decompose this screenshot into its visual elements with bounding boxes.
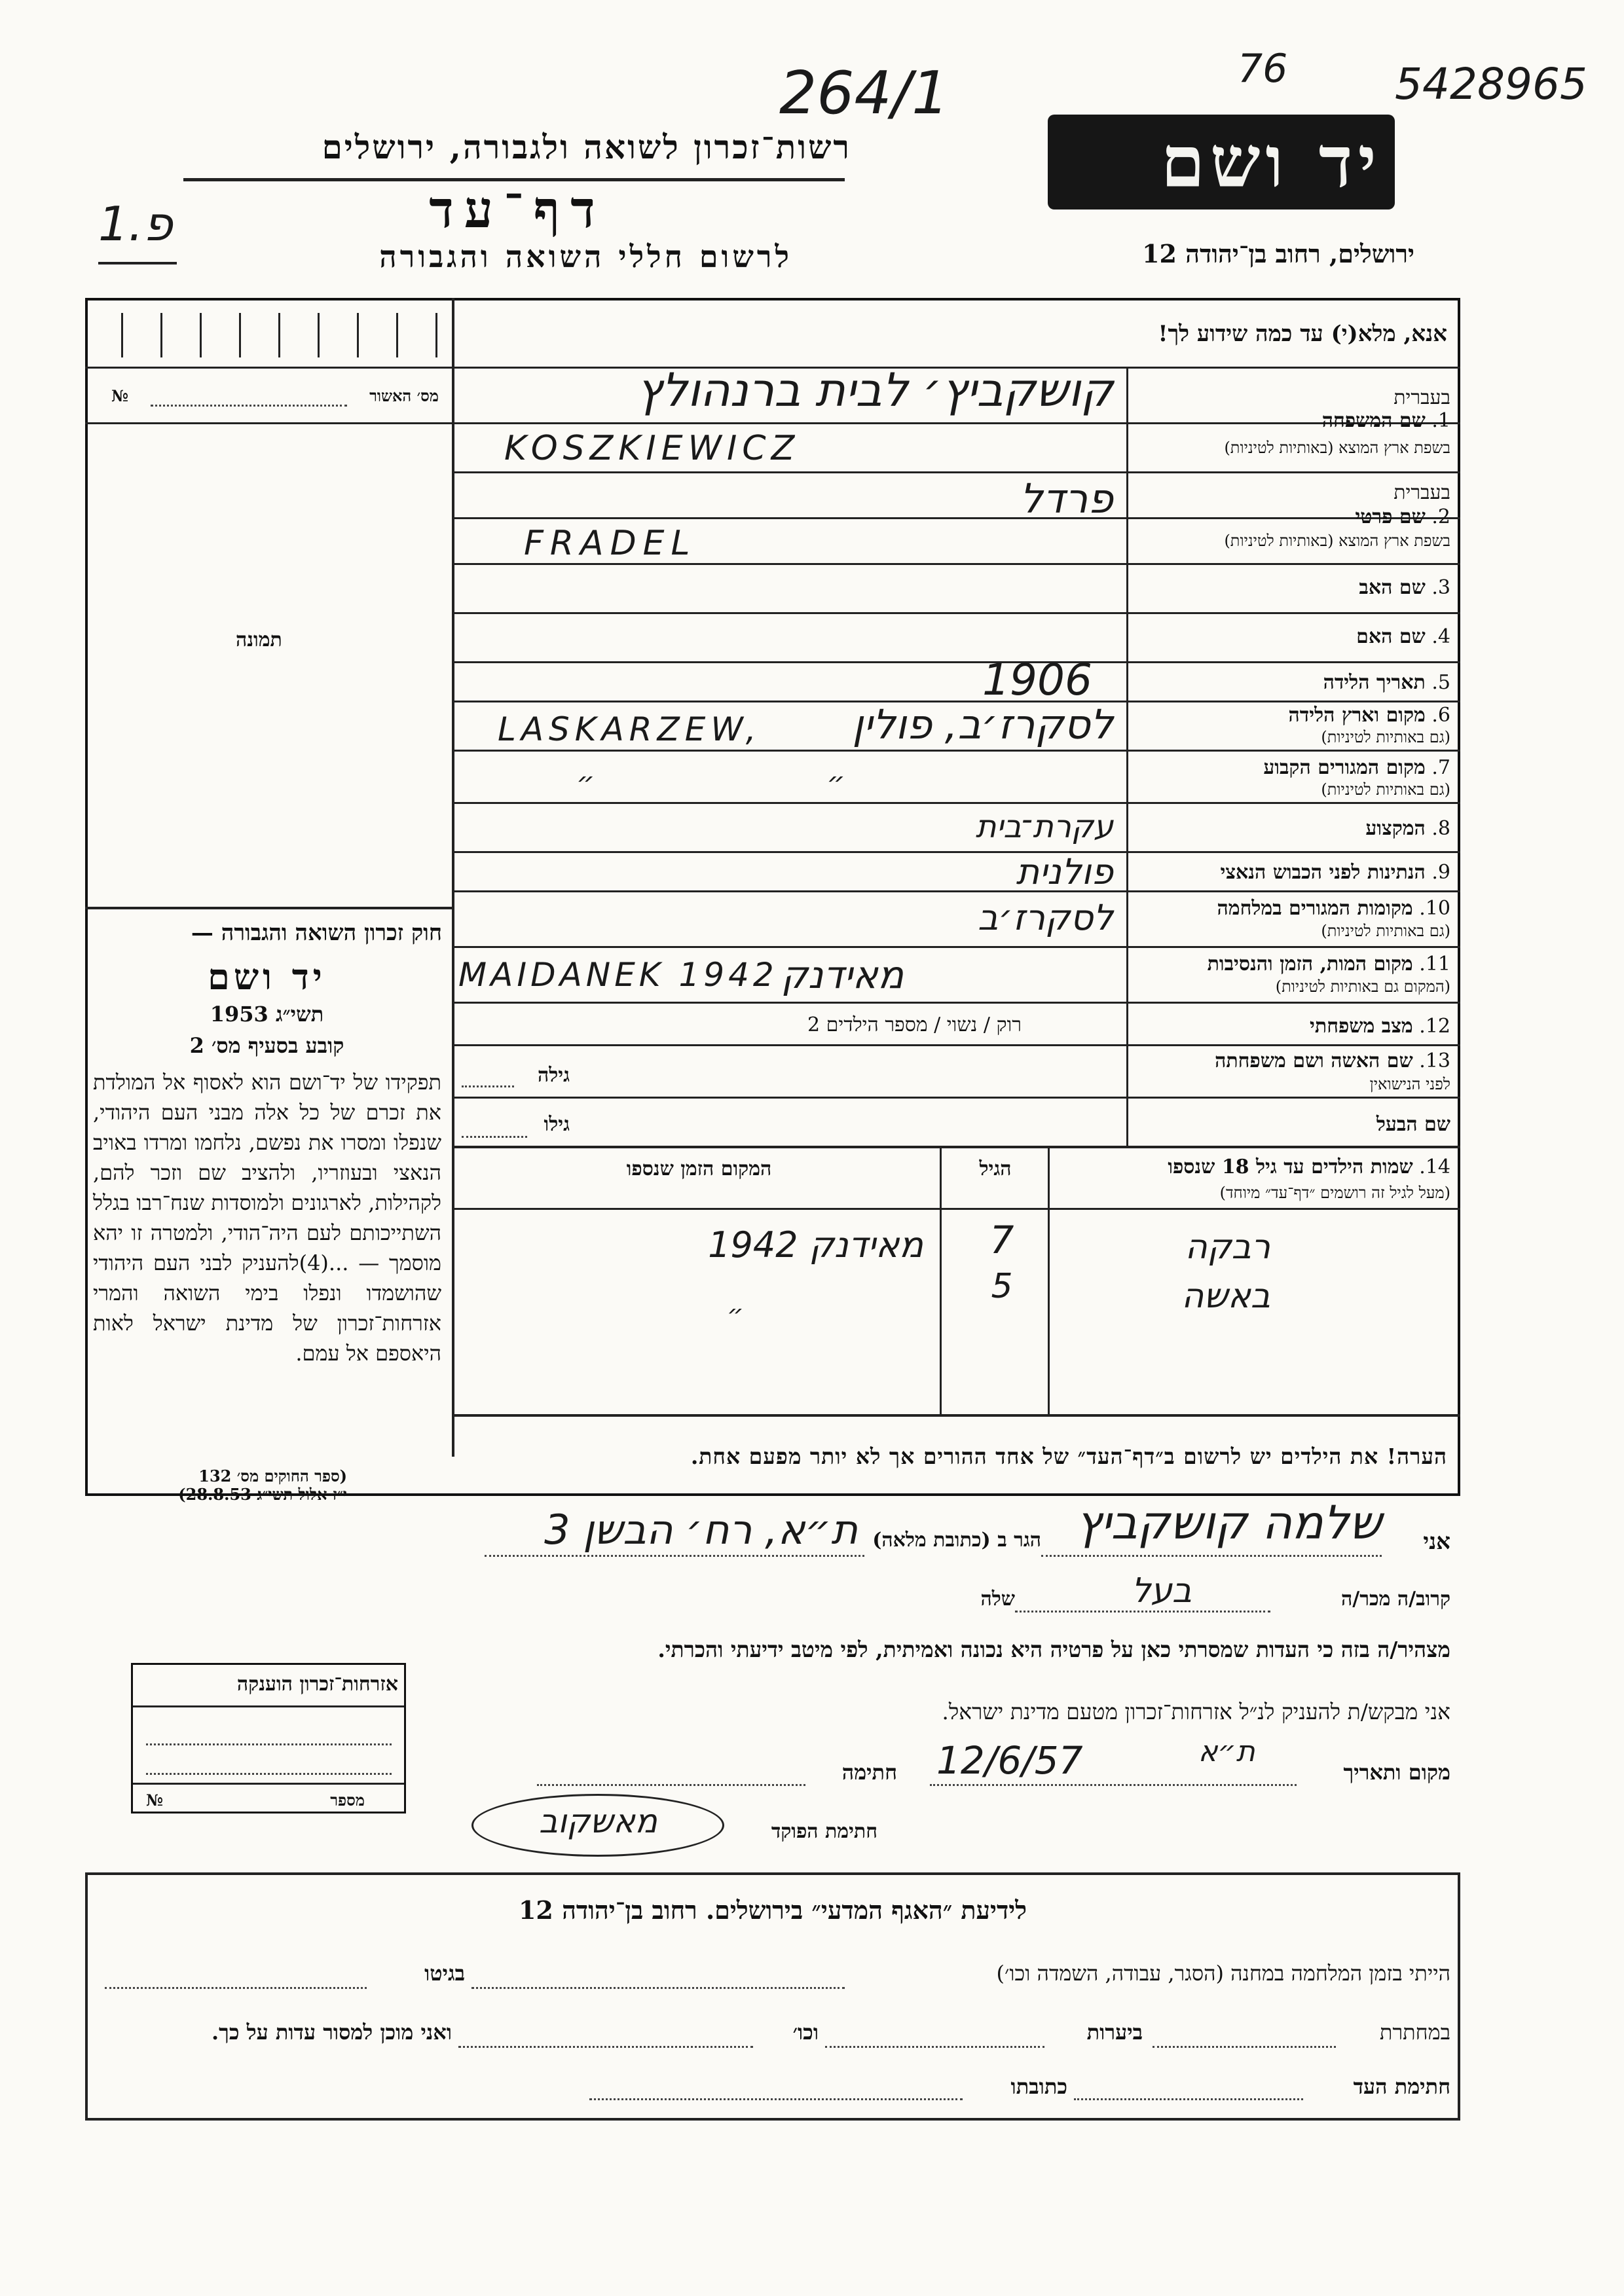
field-11-label-row: 11. מקום המות, הזמן והנסיבות xyxy=(1207,953,1450,975)
address: ירושלים, רחוב בן־יהודה 12 xyxy=(1142,239,1414,268)
field-4-label: שם האם xyxy=(1356,625,1426,648)
resident-label: הגר ב (כתובת מלאה) xyxy=(872,1529,1041,1552)
field-1-sub-hebrew: בעברית xyxy=(1393,386,1450,409)
children-sub: (מעל לגיל זה רושמים ״דף־עד״ מיוחד) xyxy=(1219,1184,1450,1202)
logo-text: יד ושם xyxy=(1160,121,1382,204)
field-1-sub-latin: בשפת ארץ המוצא (באותיות לטיניות) xyxy=(1224,439,1450,457)
field-9-value: פולנית xyxy=(1016,851,1113,892)
signature-label: חתימה xyxy=(841,1760,897,1785)
bottom-line1-b: בגיטו xyxy=(424,1961,465,1986)
field-8-value: עקרת־בית xyxy=(975,809,1113,845)
declaration-i-label: אני xyxy=(1423,1529,1450,1555)
photo-box-bottom xyxy=(85,907,452,909)
label-column-divider xyxy=(1126,367,1128,1146)
field-6-sub: (גם באותיות לטיניות) xyxy=(1321,728,1450,746)
child-2-place: ״ xyxy=(727,1300,744,1330)
field-10-sub: (גם באותיות לטיניות) xyxy=(1321,922,1450,940)
photo-label: תמונה xyxy=(236,629,282,651)
field-7-label: מקום המגורים הקבוע xyxy=(1263,756,1426,779)
field-9-label: הנתינות לפני הכבוש הנאצי xyxy=(1220,861,1426,884)
form-title: דף־עד xyxy=(429,180,606,240)
bottom-line2-b: ביערות xyxy=(1086,2020,1143,2045)
declaration-statement: מצהיר/ה בזה כי העדות שמסרתי כאן על פרטיה היא נכונה ואמיתית, לפי מיטב ידיעתי והכרתי. xyxy=(657,1637,1450,1662)
husband-label: שם הבעל xyxy=(1376,1113,1450,1136)
field-2-value-hebrew: פרדל xyxy=(1020,475,1113,522)
place-value: ת״א xyxy=(1198,1735,1255,1768)
field-5-label-row: 5. תאריך הלידה xyxy=(1323,671,1450,694)
field-11-value-hebrew: מאידנק xyxy=(781,953,904,997)
law-name: יד ושם xyxy=(208,956,326,998)
instructions: אנא, מלא(י) עד כמה שידוע לך! xyxy=(1158,321,1447,347)
child-1-place: מאידנק 1942 xyxy=(708,1224,923,1266)
citizenship-no-label: № xyxy=(146,1791,164,1810)
field-2-sub-latin: בשפת ארץ המוצא (באותיות לטיניות) xyxy=(1224,532,1450,550)
place-date-label: מקום ותאריך xyxy=(1343,1760,1450,1785)
field-7-sub: (גם באותיות לטיניות) xyxy=(1321,780,1450,799)
margin-note-underline xyxy=(98,262,177,264)
field-2-value-latin: FRADEL xyxy=(524,524,697,563)
code-boxes xyxy=(95,313,449,357)
yad-vashem-logo xyxy=(1048,115,1395,210)
children-note: הערה! את הילדים יש לרשום ב״דף־העד״ של אחד ההורים אך לא יותר מפעם אחת. xyxy=(690,1444,1447,1469)
citizenship-box-title: אזרחות־זכרון הוענקה xyxy=(236,1673,398,1696)
child-1-name: רבקה xyxy=(1185,1228,1270,1267)
field-6-value-latin: LASKARZEW, xyxy=(498,710,762,748)
law-ref-1: (ספר החוקים מס׳ 132 xyxy=(198,1467,347,1485)
field-13-age-label: גילה xyxy=(537,1064,570,1087)
field-8-label: המקצוע xyxy=(1365,817,1426,840)
citizenship-box xyxy=(131,1663,406,1813)
field-12-label: מצב משפחתי xyxy=(1310,1015,1413,1038)
field-11-sub: (המקום גם באותיות לטיניות) xyxy=(1275,977,1450,996)
field-9-label-row: 9. הנתינות לפני הכבוש הנאצי xyxy=(1220,861,1450,884)
field-11-value-latin: MAIDANEK 1942 xyxy=(458,956,778,994)
field-12-label-row: 12. מצב משפחתי xyxy=(1310,1015,1450,1038)
field-13-sub: לפני הנישואין xyxy=(1369,1075,1450,1093)
field-6-value-hebrew: לסקרז׳ב, פולין xyxy=(852,701,1113,748)
relation-value: בעל xyxy=(1131,1571,1192,1611)
citizenship-number-label: מספר xyxy=(330,1791,365,1810)
approval-no-label: № xyxy=(111,386,129,405)
of-label: שלה xyxy=(980,1588,1015,1611)
bottom-line2-d: ואני מוכן למסור עדות על כך. xyxy=(211,2020,452,2045)
field-6-label: מקום וארץ הלידה xyxy=(1288,704,1426,727)
supervisor-label: חתימת הפוקד xyxy=(771,1820,877,1843)
field-1-label-row: 1. שם המשפחה xyxy=(1321,409,1450,432)
law-clause: קובע בסעיף מס׳ 2 xyxy=(189,1033,344,1058)
field-2-label-row: 2. שם פרטי xyxy=(1355,505,1450,528)
field-3-label-row: 3. שם האב xyxy=(1359,576,1450,599)
supervisor-signature-stamp xyxy=(471,1794,724,1857)
law-year: תשי״ג 1953 xyxy=(210,1002,324,1027)
bottom-line2-c: וכו׳ xyxy=(792,2020,819,2045)
margin-note-handwritten: פ.1 xyxy=(98,196,173,251)
field-10-label: מקומות המגורים במלחמה xyxy=(1217,897,1413,920)
child-2-age: 5 xyxy=(991,1267,1013,1306)
bottom-heading: לידיעת ״האגף המדעי״ בירושלים. רחוב בן־יהודה 12 xyxy=(518,1895,1027,1925)
field-8-label-row: 8. המקצוע xyxy=(1365,817,1450,840)
approval-underline xyxy=(85,422,452,424)
declarant-name: שלמה קושקביץ xyxy=(1076,1496,1382,1550)
registry-number-handwritten: 5428965 xyxy=(1395,59,1587,109)
children-col-age: הגיל xyxy=(979,1157,1012,1180)
field-10-value: לסקרז׳ב xyxy=(978,897,1113,938)
field-7-value: ״ ״ xyxy=(576,766,845,799)
field-4-label-row: 4. שם האם xyxy=(1356,625,1450,648)
bottom-line2-a: במחתרת xyxy=(1379,2020,1450,2045)
field-6-label-row: 6. מקום וארץ הלידה xyxy=(1288,704,1450,727)
form-subtitle: לרשום חללי השואה והגבורה xyxy=(379,239,792,274)
children-col-place: המקום הזמן שנספו xyxy=(626,1157,772,1180)
child-1-age: 7 xyxy=(989,1218,1014,1262)
supervisor-signature: מאשקוב xyxy=(539,1802,657,1840)
field-7-label-row: 7. מקום המגורים הקבוע xyxy=(1263,756,1450,779)
field-3-label: שם האב xyxy=(1359,576,1426,599)
page-number-handwritten: 76 xyxy=(1238,46,1288,92)
field-12-value: רוק / נשוי / מספר הילדים 2 xyxy=(807,1013,1022,1036)
field-1-value-latin: KOSZKIEWICZ xyxy=(504,429,800,468)
field-1-label: שם המשפחה xyxy=(1321,409,1426,432)
bottom-line1-a: הייתי בזמן המלחמה במחנה (הסגר, עבודה, השמדה וכו׳) xyxy=(996,1961,1450,1986)
field-11-label: מקום המות, הזמן והנסיבות xyxy=(1207,953,1413,975)
field-10-label-row: 10. מקומות המגורים במלחמה xyxy=(1217,897,1450,920)
child-2-name: באשה xyxy=(1181,1277,1270,1316)
law-ref-2: י״ז אלול תשי״ג 28.8.53) xyxy=(178,1485,347,1504)
field-5-label: תאריך הלידה xyxy=(1323,671,1426,694)
file-number-handwritten: 264/1 xyxy=(779,59,950,128)
law-title: חוק זכרון השואה והגבורה — xyxy=(191,920,442,946)
field-13-label: שם האשה ושם משפחתה xyxy=(1215,1049,1413,1072)
field-13-label-row: 13. שם האשה ושם משפחתה xyxy=(1215,1049,1450,1072)
date-value: 12/6/57 xyxy=(936,1738,1083,1783)
field-2-label: שם פרטי xyxy=(1355,505,1426,528)
field-1-value-hebrew: קושקביץ׳ לבית ברנהולץ xyxy=(637,363,1113,417)
law-text: תפקידו של יד־ושם הוא לאסוף אל המולדת את זכרם של כל אלה מבני העם היהודי, שנפלו ומסרו את נפשם, נלחמו ומרדו באויב הנאצי ובעוזריו, ולהציב שם וזכר להם, לקהילות, לארגונים ולמוסדות שנח־רבו בגלל השתייכותם לעם היה־הודי, ולמטרה זו יהא מוסמך — ...(4)להעניק לבני העם היהודי שהושמדו ונפלו בימי השואה והמרי אזרחות־זכרון של מדינת ישראל לאות היאספם אל עמם. xyxy=(93,1070,442,1366)
children-label-row: 14. שמות הילדים עד גיל 18 שנספו xyxy=(1168,1156,1450,1178)
bottom-line3-a: חתימת העד xyxy=(1353,2074,1450,2099)
bottom-line3-b: כתובתו xyxy=(1010,2074,1067,2099)
approval-label: מס׳ האשור xyxy=(369,386,439,405)
field-5-value: 1906 xyxy=(982,655,1092,705)
declaration-request: אני מבקש/ת להעניק לנ״ל אזרחות־זכרון מטעם מדינת ישראל. xyxy=(942,1699,1450,1724)
husband-age-label: גילו xyxy=(544,1113,570,1136)
authority-name: רשות־זכרון לשואה ולגבורה, ירושלים xyxy=(322,128,851,166)
relative-label: קרוב/ה מכר/ה xyxy=(1341,1588,1450,1611)
children-label: שמות הילדים עד גיל 18 שנספו xyxy=(1168,1156,1413,1178)
field-2-sub-hebrew: בעברית xyxy=(1393,481,1450,504)
declarant-address: ת״א, רח׳ הבשן 3 xyxy=(544,1506,858,1554)
